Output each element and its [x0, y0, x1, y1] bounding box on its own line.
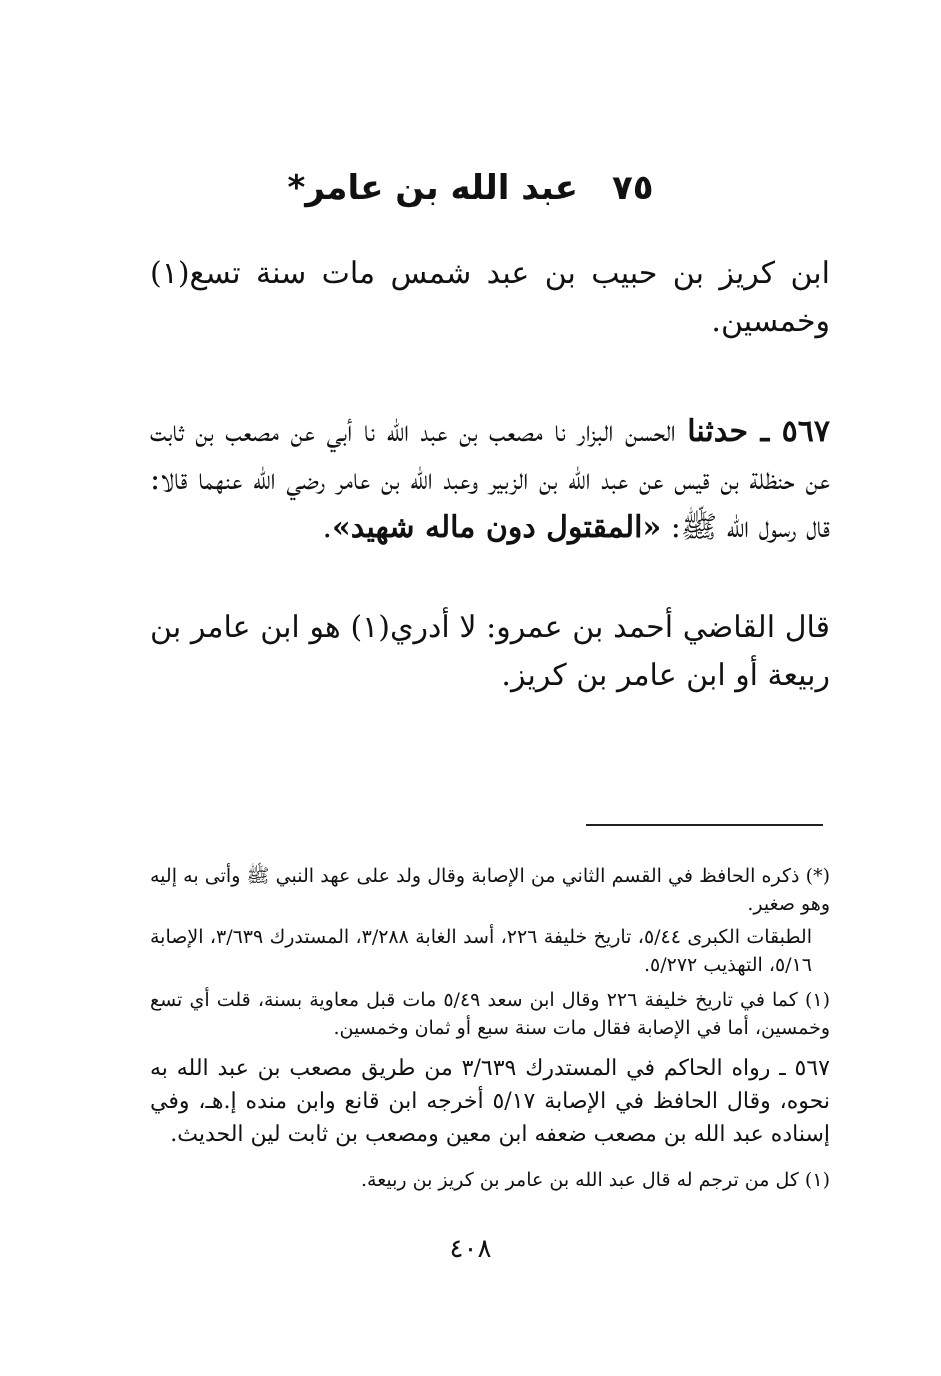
footnote-hadith — [150, 1052, 830, 1151]
footnote-1 — [150, 986, 830, 1042]
footnote-sources — [150, 923, 830, 979]
footnote-star — [150, 862, 830, 918]
footnote-1-text: (١) كما في تاريخ خليفة ٢٢٦ وقال ابن سعد ٥/٤٩ مات قبل معاوية بسنة، قلت أي تسع وخمسين، أما في الإصابة فقال مات سنة سبع أو ثمان وخمسين. — [150, 989, 830, 1039]
footnote-hadith-text: ٥٦٧ ـ رواه الحاكم في المستدرك ٣/٦٣٩ من طريق مصعب بن عبد الله به نحوه، وقال الحافظ في الإصابة ٥/١٧ أخرجه ابن قانع وابن منده إ.هـ، وفي إسناده عبد الله بن مصعب ضعفه ابن معين ومصعب بن ثابت لين الحديث. — [150, 1056, 830, 1147]
footnote-2-text: (١) كل من ترجم له قال عبد الله بن عامر بن كريز بن ربيعة. — [361, 1169, 830, 1191]
qadi-text: قال القاضي أحمد بن عمرو: لا أدري(١) هو ابن عامر بن ربيعة أو ابن عامر بن كريز. — [150, 610, 830, 693]
footnote-star-text: (*) ذكره الحافظ في القسم الثاني من الإصابة وقال ولد على عهد النبي ﷺ وأتى به إليه وهو صغير. — [150, 865, 830, 915]
qadi-paragraph — [150, 604, 830, 700]
hadith-chain: الحسن البزار نا مصعب بن عبد الله نا أبي عن مصعب بن ثابت عن حنظلة بن قيس عن عبد الله بن الزبير وعبد الله بن عامر رضي الله عنهما قالا: قال رسول الله ﷺ: — [150, 414, 830, 545]
hadith-paragraph — [150, 408, 830, 552]
entry-heading — [0, 160, 941, 216]
footnote-sources-text: الطبقات الكبرى ٥/٤٤، تاريخ خليفة ٢٢٦، أسد الغابة ٣/٢٨٨، المستدرك ٣/٦٣٩، الإصابة ٥/١٦، التهذيب ٥/٢٧٢. — [150, 926, 813, 976]
entry-name: عبد الله بن عامر* — [287, 168, 578, 208]
hadith-matn: «المقتول دون ماله شهيد» — [331, 510, 662, 545]
hadith-end: . — [322, 510, 332, 545]
intro-paragraph — [150, 250, 830, 346]
footnote-separator — [586, 824, 823, 826]
footnote-2 — [150, 1166, 830, 1194]
intro-text: ابن كريز بن حبيب بن عبد شمس مات سنة تسع(١) وخمسين. — [150, 256, 830, 339]
page-number: ٤٠٨ — [449, 1234, 492, 1264]
hadith-number: ٥٦٧ ـ حدثنا — [687, 414, 830, 449]
entry-number: ٧٥ — [612, 168, 654, 208]
